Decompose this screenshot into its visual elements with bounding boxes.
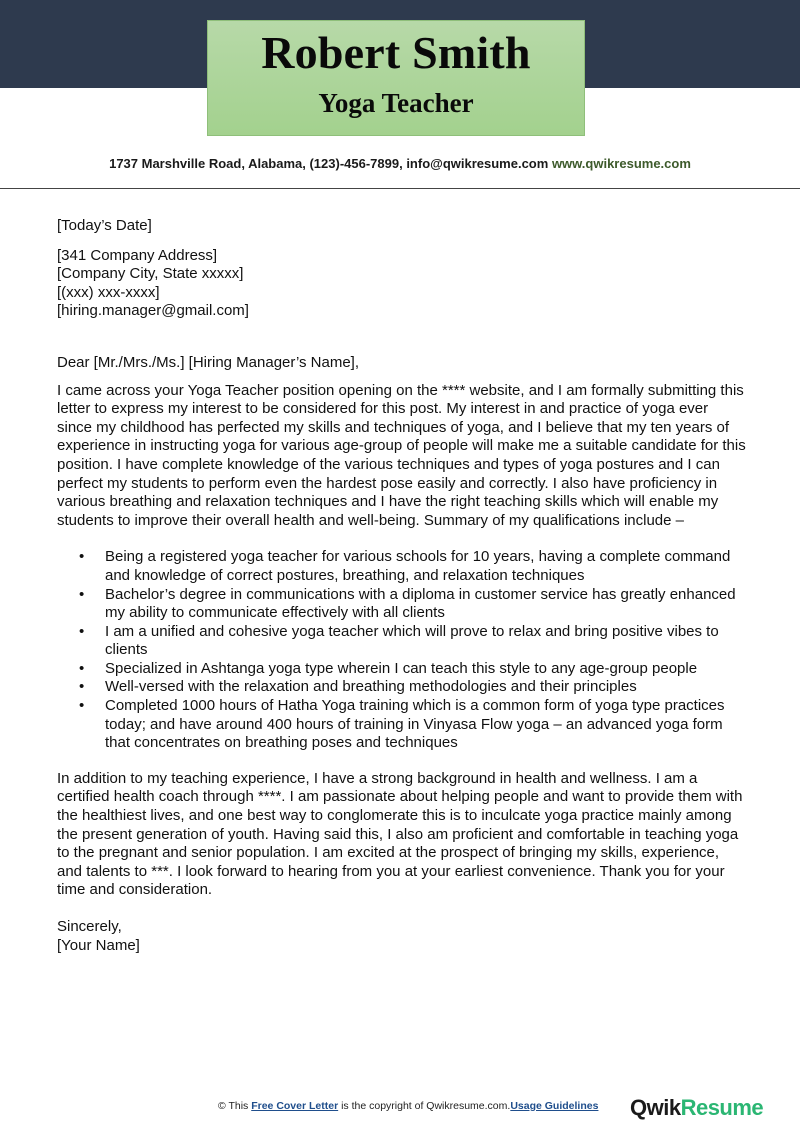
salutation: Dear [Mr./Mrs./Ms.] [Hiring Manager’s Name], [57, 353, 360, 371]
recipient-line: [341 Company Address] [57, 246, 218, 264]
website-link[interactable]: www.qwikresume.com [551, 156, 691, 171]
bullet-icon: • [79, 697, 85, 715]
list-item: • Being a registered yoga teacher for various schools for 10 years, having a complete command and knowledge of correct postures, breathing, and relaxation techniques [79, 548, 731, 584]
qualifications-list [57, 548, 747, 753]
bullet-icon: • [79, 585, 85, 603]
list-item: • Bachelor’s degree in communications with a diploma in customer service has greatly enhanced my ability to communicate effectively with all clients [79, 585, 736, 622]
contact-details: 1737 Marshville Road, Alabama, (123)-456-7899, info@qwikresume.com [109, 156, 549, 171]
list-item: • Well-versed with the relaxation and breathing methodologies and their principles [79, 678, 637, 696]
free-cover-letter-link[interactable]: Free Cover Letter [251, 1100, 339, 1112]
body-paragraph: In addition to my teaching experience, I have a strong background in health and wellness. I am a certified health coach through ****. I am passionate about helping people and want to provide them with the healthiest lives, and one best way to conglomerate this is to inculcate yoga practice mainly among the present generation of youth. Having said this, I also am proficient and comfortable in teaching yoga to the pregnant and senior population. I am excited at the prospect of bringing my skills, experience, and talents to ***. I look forward to hearing from you at your earliest convenience. Thank you for your time and consideration. [57, 769, 743, 899]
candidate-name: Robert Smith [261, 27, 531, 78]
recipient-line: [Company City, State xxxxx] [57, 265, 244, 283]
list-item: • Specialized in Ashtanga yoga type wherein I can teach this style to any age-group people [79, 659, 698, 677]
list-item: • I am a unified and cohesive yoga teacher which will prove to relax and bring positive vibes to clients [79, 622, 719, 659]
list-item: • Completed 1000 hours of Hatha Yoga training which is a common form of yoga type practices today; and have around 400 hours of training in Vinyasa Flow yoga – an advanced yoga form that concentrates on breathing poses and techniques [79, 697, 725, 752]
header-divider [0, 188, 800, 189]
bullet-icon: • [79, 622, 85, 640]
recipient-line: [hiring.manager@gmail.com] [57, 302, 249, 320]
qwikresume-logo[interactable]: QwikResume [630, 1095, 764, 1120]
signature: [Your Name] [57, 936, 140, 954]
recipient-address [57, 247, 747, 321]
contact-line [0, 156, 800, 171]
intro-paragraph: I came across your Yoga Teacher position opening on the **** website, and I am formally submitting this letter to express my interest to be considered for this post. My interest in and practice of yoga ever since my childhood has perfected my skills and techniques of yoga, and I believe that my ten years of experience in instructing yoga for various age-group of people will make me a suitable candidate for this position. I have complete knowledge of the various techniques and types of yoga postures and I can perfect my students to perform even the hardest pose easily and correctly. I also have proficiency in various breathing and relaxation techniques and I have the right teaching skills which will enable my students to improve their overall health and well-being. Summary of my qualifications include – [57, 381, 746, 529]
copyright-footer: © This Free Cover Letter is the copyright of Qwikresume.com.Usage Guidelines [218, 1100, 599, 1112]
letter-date: [Today’s Date] [57, 217, 152, 234]
closing: Sincerely, [57, 918, 122, 935]
letter-body [57, 217, 747, 955]
recipient-line: [(xxx) xxx-xxxx] [57, 283, 160, 301]
usage-guidelines-link[interactable]: Usage Guidelines [510, 1100, 599, 1112]
bullet-icon: • [79, 678, 85, 696]
bullet-icon: • [79, 548, 85, 566]
name-box [207, 20, 585, 136]
bullet-icon: • [79, 659, 85, 677]
job-title: Yoga Teacher [318, 88, 474, 118]
